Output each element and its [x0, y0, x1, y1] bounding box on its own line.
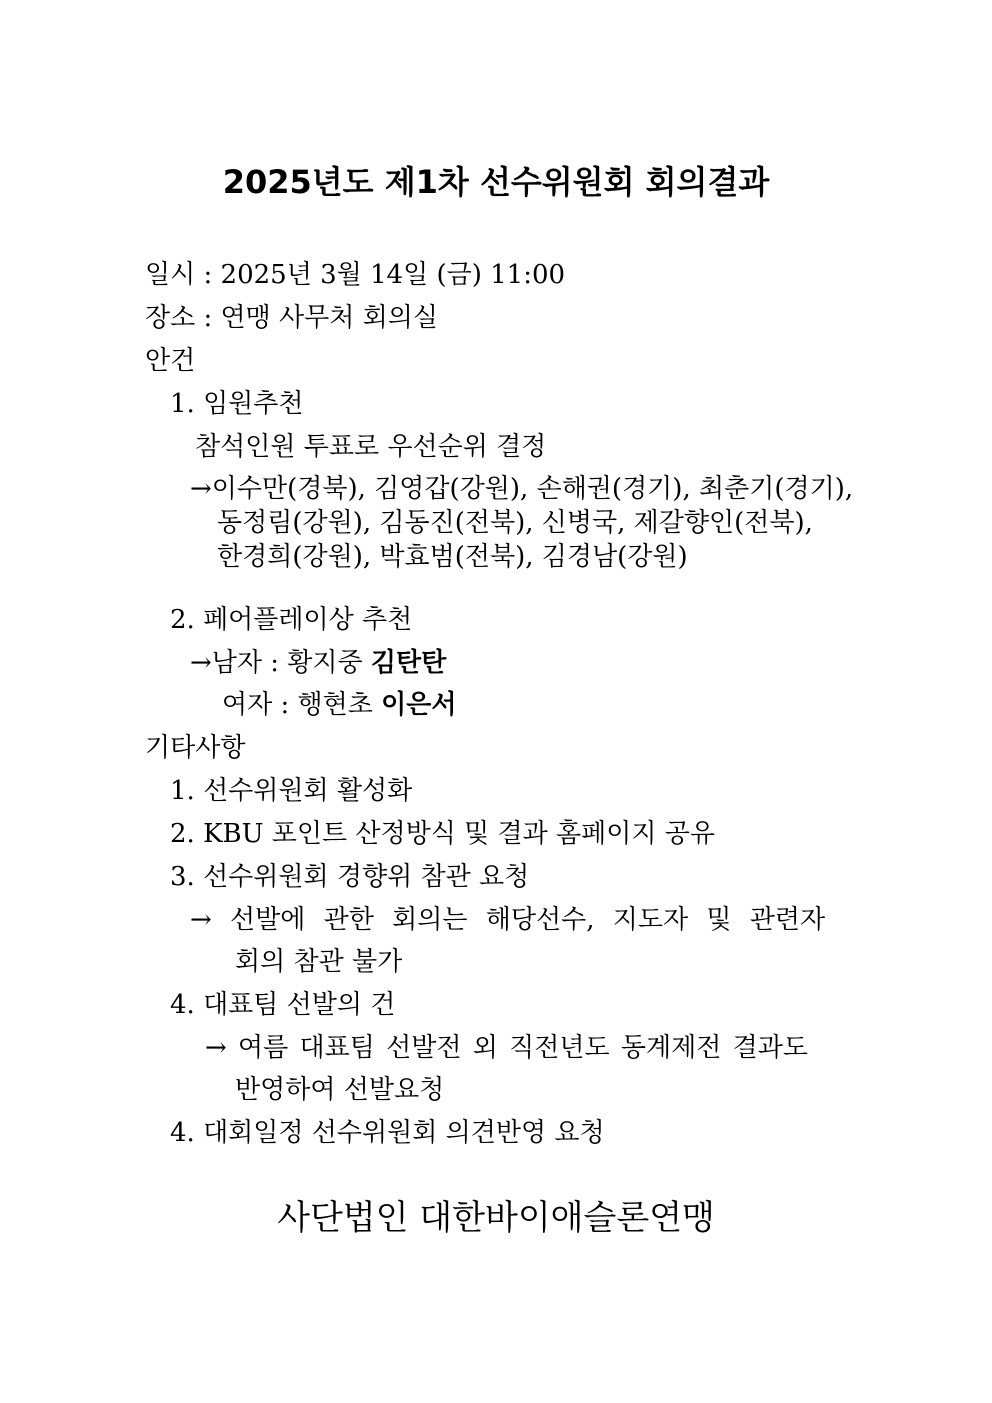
agenda-heading: 안건 — [145, 346, 196, 376]
fairplay-female-label: 여자 : 행현초 — [222, 690, 373, 720]
fairplay-male-name: 김탄탄 — [370, 648, 447, 678]
other-item-4-detail-1: → 여름 대표팀 선발전 외 직전년도 동계제전 결과도 — [205, 1033, 808, 1063]
fairplay-male-label: →남자 : 황지중 — [190, 648, 363, 678]
other-item-1: 1. 선수위원회 활성화 — [170, 776, 413, 806]
other-item-3-detail-1: → 선발에 관한 회의는 해당선수, 지도자 및 관련자 — [190, 905, 826, 935]
nominee-line-2: 동정림(강원), 김동진(전북), 신병국, 제갈향인(전북), — [217, 508, 813, 538]
meeting-date: 일시 : 2025년 3월 14일 (금) 11:00 — [145, 260, 566, 290]
nominee-line-1: →이수만(경북), 김영갑(강원), 손해권(경기), 최춘기(경기), — [190, 474, 854, 504]
other-heading: 기타사항 — [145, 733, 246, 763]
document-title: 2025년도 제1차 선수위원회 회의결과 — [222, 163, 770, 201]
other-item-4: 4. 대표팀 선발의 건 — [170, 990, 396, 1020]
other-item-5: 4. 대회일정 선수위원회 의견반영 요청 — [170, 1118, 605, 1148]
agenda-item-1-desc: 참석인원 투표로 우선순위 결정 — [195, 432, 547, 462]
other-item-4-detail-2: 반영하여 선발요청 — [235, 1075, 445, 1105]
other-item-3: 3. 선수위원회 경향위 참관 요청 — [170, 862, 530, 892]
fairplay-female-name: 이은서 — [381, 690, 457, 720]
nominee-line-3: 한경희(강원), 박효범(전북), 김경남(강원) — [217, 542, 688, 572]
agenda-item-1-title: 1. 임원추천 — [170, 389, 304, 419]
fairplay-male — [190, 646, 446, 680]
organization-name: 사단법인 대한바이애슬론연맹 — [277, 1198, 715, 1238]
other-item-3-detail-2: 회의 참관 불가 — [235, 947, 403, 977]
other-item-2: 2. KBU 포인트 산정방식 및 결과 홈페이지 공유 — [170, 819, 715, 849]
meeting-place: 장소 : 연맹 사무처 회의실 — [145, 303, 438, 333]
agenda-item-2-title: 2. 페어플레이상 추천 — [170, 605, 413, 635]
fairplay-female — [222, 688, 457, 722]
